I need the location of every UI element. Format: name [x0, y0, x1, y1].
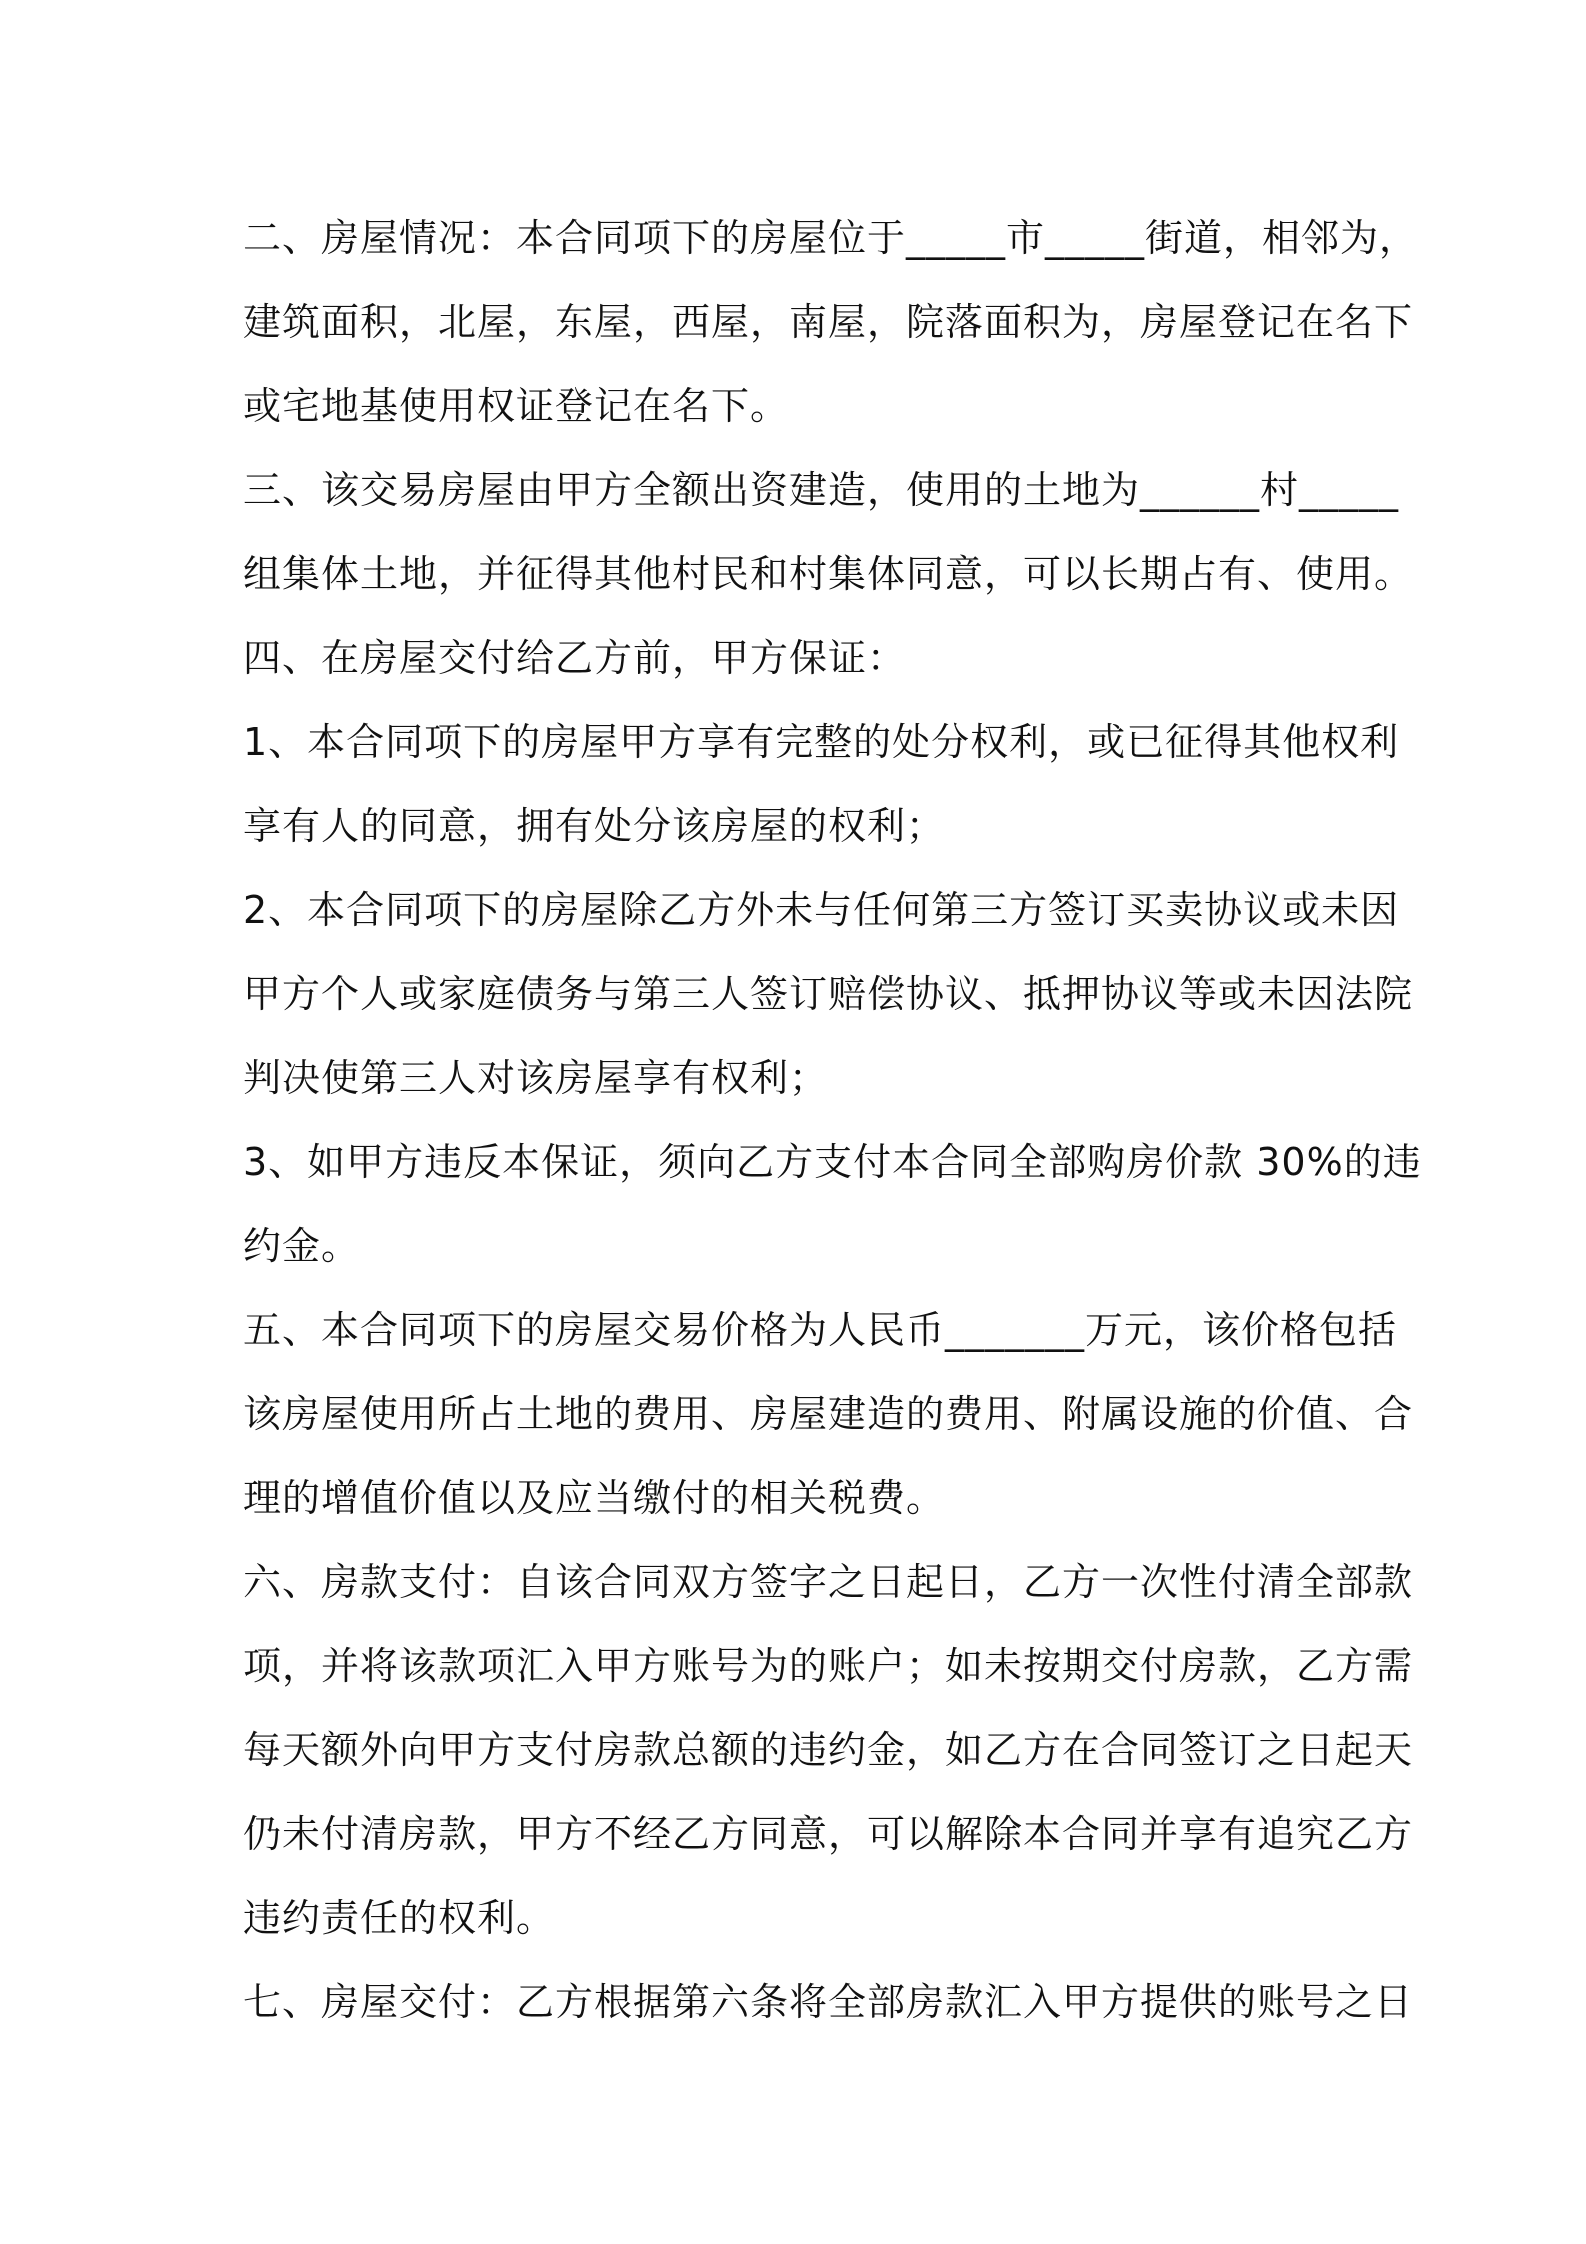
text-line: 每天额外向甲方支付房款总额的违约金，如乙方在合同签订之日起天	[243, 1728, 1414, 1772]
text-line: 六、房款支付：自该合同双方签字之日起日，乙方一次性付清全部款	[243, 1560, 1414, 1604]
text-line: 或宅地基使用权证登记在名下。	[243, 384, 790, 428]
text-line: 约金。	[243, 1224, 361, 1268]
text-line: 该房屋使用所占土地的费用、房屋建造的费用、附属设施的价值、合	[243, 1392, 1414, 1436]
document-body	[243, 196, 1422, 2044]
text-line: 违约责任的权利。	[243, 1896, 556, 1940]
text-line: 享有人的同意，拥有处分该房屋的权利；	[243, 804, 946, 848]
text-line: 项，并将该款项汇入甲方账号为的账户；如未按期交付房款，乙方需	[243, 1644, 1414, 1688]
text-line: 1、本合同项下的房屋甲方享有完整的处分权利，或已征得其他权利	[243, 720, 1400, 764]
text-line: 七、房屋交付：乙方根据第六条将全部房款汇入甲方提供的账号之日	[243, 1980, 1414, 2024]
text-line: 五、本合同项下的房屋交易价格为人民币_______万元，该价格包括	[243, 1308, 1398, 1352]
text-line: 理的增值价值以及应当缴付的相关税费。	[243, 1476, 946, 1520]
text-line: 判决使第三人对该房屋享有权利；	[243, 1056, 829, 1100]
text-line: 甲方个人或家庭债务与第三人签订赔偿协议、抵押协议等或未因法院	[243, 972, 1414, 1016]
text-line: 2、本合同项下的房屋除乙方外未与任何第三方签订买卖协议或未因	[243, 888, 1400, 932]
text-line: 二、房屋情况：本合同项下的房屋位于_____市_____街道，相邻为，	[243, 216, 1419, 260]
text-line: 3、如甲方违反本保证，须向乙方支付本合同全部购房价款 30%的违	[243, 1140, 1422, 1184]
text-line: 四、在房屋交付给乙方前，甲方保证：	[243, 636, 907, 680]
text-line: 三、该交易房屋由甲方全额出资建造，使用的土地为______村_____	[243, 468, 1400, 512]
text-line: 仍未付清房款，甲方不经乙方同意，可以解除本合同并享有追究乙方	[243, 1812, 1414, 1856]
text-line: 建筑面积，北屋，东屋，西屋，南屋，院落面积为，房屋登记在名下	[243, 300, 1414, 344]
text-line: 组集体土地，并征得其他村民和村集体同意，可以长期占有、使用。	[243, 552, 1414, 596]
